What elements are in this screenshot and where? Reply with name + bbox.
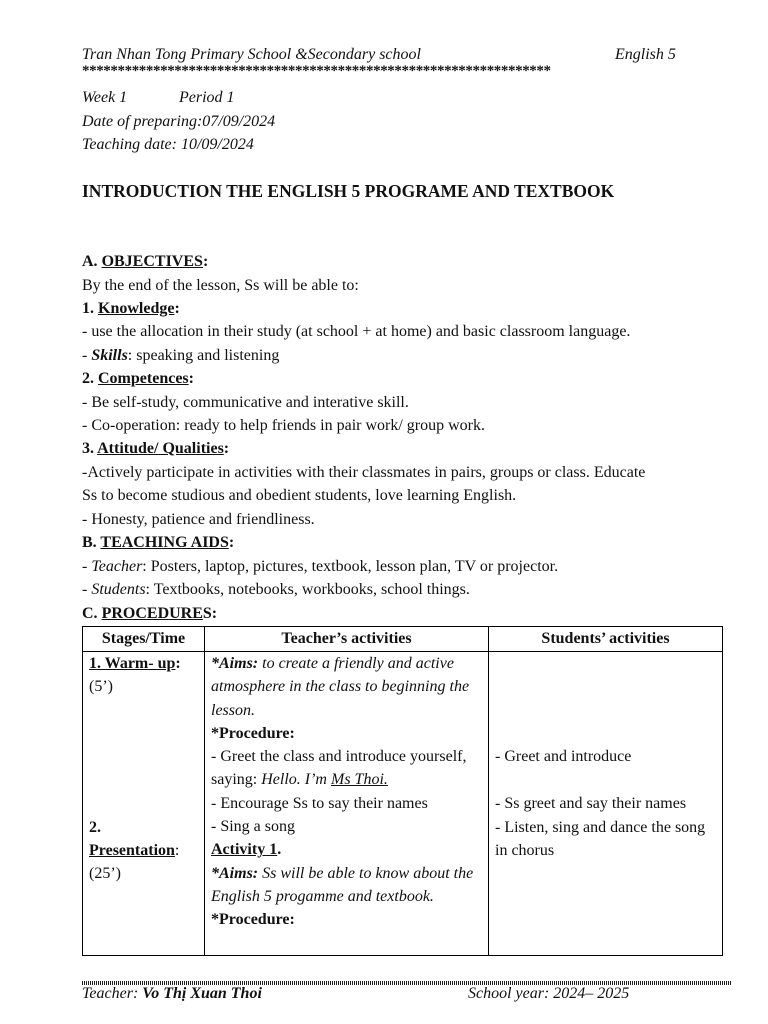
objectives-title: OBJECTIVES [101,253,203,270]
knowledge-heading [82,297,180,320]
procedures-suffix: S: [202,605,218,622]
teacher-hello: Hello. I’m [261,771,331,789]
stage-presentation-title: Presentation [89,841,175,859]
header-subject: English 5 [615,46,676,63]
skills-item [82,344,279,367]
knowledge-item: - use the allocation in their study (at school + at home) and basic classroom language. [82,323,631,340]
stage-warmup-title: 1. Warm- up [89,655,176,672]
teacher-name: Ms Thoi. [330,771,388,789]
header-divider-stars: ****************************************************************** [82,63,551,79]
stage-presentation [89,839,198,862]
stage-presentation-time: (25’) [89,865,121,883]
header-school: Tran Nhan Tong Primary School &Secondary school [82,46,421,63]
stage-presentation-colon: : [174,841,180,859]
aids-teacher-label: Teacher [91,558,143,575]
week-label: Week 1 [82,89,128,106]
aids-teacher [82,555,558,578]
objectives-intro: By the end of the lesson, Ss will be able to: [82,277,359,294]
table-header-row [83,627,723,652]
knowledge-num: 1. [82,300,98,317]
teacher-activities-cell [205,652,489,956]
teacher-activity-1 [211,838,482,861]
teacher-aims-1-text: to create a friendly and active atmosphere in the class to beginning the lesson. [211,655,470,719]
competences-item-2: - Co-operation: ready to help friends in pair work/ group work. [82,417,486,434]
column-header-teacher: Teacher’s activities [205,627,489,652]
skills-dash: - [82,347,92,364]
stage-warmup-colon: : [175,655,181,672]
attitude-title: Attitude/ Qualities [97,440,224,457]
column-header-students: Students’ activities [489,627,723,652]
students-say-names: - Ss greet and say their names [495,795,687,813]
date-of-preparing: Date of preparing:07/09/2024 [82,113,276,130]
objectives-prefix: A. [82,253,102,270]
attitude-line-1: -Actively participate in activities with their classmates in pairs, groups or class. Educate [82,464,646,481]
skills-label: Skills [91,347,128,364]
footer-teacher [82,985,262,1003]
teacher-greet-text: - Greet the class and introduce yourself, saying: [211,748,467,789]
teacher-activity-1-dot: . [277,841,282,859]
competences-item-1: - Be self-study, communicative and interative skill. [82,394,409,411]
competences-heading [82,367,194,390]
lesson-title: INTRODUCTION THE ENGLISH 5 PROGRAME AND TEXTBOOK [82,181,615,201]
aids-students [82,578,470,601]
objectives-colon: : [202,253,209,270]
table-row [83,652,723,956]
teacher-sing: - Sing a song [211,818,295,836]
competences-num: 2. [82,370,98,387]
aids-teacher-text: : Posters, laptop, pictures, textbook, lesson plan, TV or projector. [142,558,559,575]
teacher-procedure-1: *Procedure: [211,724,295,742]
stage-presentation-num [89,816,198,839]
procedures-table [82,626,723,956]
stage-warmup-time: (5’) [89,678,113,696]
students-listen-sing: - Listen, sing and dance the song in chorus [495,818,706,859]
aids-title: TEACHING AIDS [100,534,229,551]
aids-colon: : [228,534,235,551]
teacher-procedure-2: *Procedure: [211,911,295,929]
aids-students-dash: - [82,581,92,598]
procedures-prefix: C. [82,605,102,622]
attitude-line-2: Ss to become studious and obedient students, love learning English. [82,487,517,504]
students-activities-cell [489,652,723,956]
stage-presentation-number: 2. [89,818,101,836]
aids-prefix: B. [82,534,101,551]
column-header-stages: Stages/Time [83,627,205,652]
teaching-aids-heading [82,531,234,554]
attitude-heading [82,437,229,460]
teacher-encourage: - Encourage Ss to say their names [211,794,428,812]
attitude-item-2: - Honesty, patience and friendliness. [82,511,315,528]
period-label: Period 1 [179,89,235,106]
knowledge-colon: : [174,300,180,317]
teacher-aims-2-label: *Aims: [211,864,259,882]
teacher-aims-1-label: *Aims: [211,655,259,672]
competences-colon: : [188,370,194,387]
attitude-colon: : [223,440,230,457]
teacher-activity-1-title: Activity 1 [211,841,278,859]
teaching-date: Teaching date: 10/09/2024 [82,136,254,153]
aids-students-label: Students [91,581,146,598]
teacher-greet [211,745,482,792]
aids-students-text: : Textbooks, notebooks, workbooks, school things. [145,581,470,598]
procedures-heading [82,602,217,625]
aids-teacher-dash: - [82,558,92,575]
teacher-aims-2-text: Ss will be able to know about the English 5 progamme and textbook. [211,864,474,905]
knowledge-title: Knowledge [98,300,175,317]
competences-title: Competences [98,370,189,387]
attitude-num: 3. [82,440,98,457]
objectives-heading [82,250,208,273]
stages-cell [83,652,205,956]
teacher-aims-2 [211,862,482,909]
skills-text: : speaking and listening [127,347,280,364]
footer-teacher-name: Vo Thị Xuan Thoi [142,985,262,1002]
teacher-aims-1 [211,652,482,722]
procedures-title: PROCEDURE [101,605,203,622]
stage-warmup [89,652,198,675]
footer-teacher-label: Teacher: [82,985,143,1002]
footer-school-year: School year: 2024– 2025 [468,985,630,1002]
students-greet: - Greet and introduce [495,748,632,765]
